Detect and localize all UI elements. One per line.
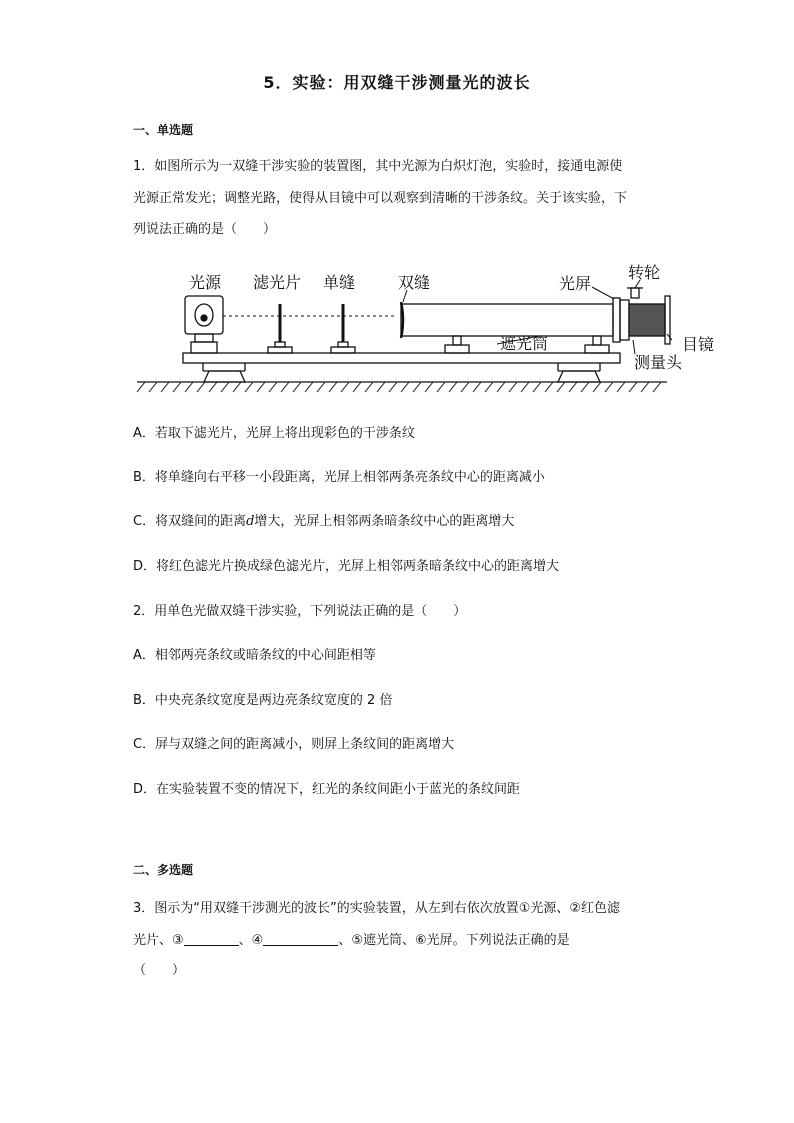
label-double-slit: 双缝 <box>398 273 431 292</box>
q3-stem-line2 <box>133 932 570 949</box>
label-single-slit: 单缝 <box>323 273 356 292</box>
q1-option-c <box>133 514 514 530</box>
q1-stem-line3: 列说法正确的是（ ） <box>133 222 277 237</box>
left-support-foot <box>204 371 245 382</box>
q3-blank-3[interactable] <box>184 932 239 946</box>
q2-option-c: C．屏与双缝之间的距离减小，则屏上条纹间的距离增大 <box>133 737 455 752</box>
q1-option-b: B．将单缝向右平移一小段距离，光屏上相邻两条亮条纹中心的距离减小 <box>133 470 545 485</box>
q3-line2-start: 光片、③ <box>133 933 184 948</box>
double-slit-apparatus-figure <box>135 258 715 398</box>
page-title: 5．实验：用双缝干涉测量光的波长 <box>263 73 531 92</box>
label-tube: 遮光筒 <box>500 334 549 353</box>
q2-option-b: B．中央亮条纹宽度是两边亮条纹宽度的 2 倍 <box>133 693 393 708</box>
q2-stem: 2．用单色光做双缝干涉实验，下列说法正确的是（ ） <box>133 604 467 619</box>
label-measuring-head: 测量头 <box>634 353 683 372</box>
single-slit-holder <box>331 304 355 353</box>
q3-line2-end: 、⑤遮光筒、⑥光屏。下列说法正确的是 <box>338 933 570 948</box>
light-source-lamp <box>185 296 223 353</box>
q1-option-c-post: 增大，光屏上相邻两条暗条纹中心的距离增大 <box>254 514 515 529</box>
measuring-head <box>613 288 670 344</box>
q1-option-d: D．将红色滤光片换成绿色滤光片，光屏上相邻两条暗条纹中心的距离增大 <box>133 559 560 574</box>
q2-option-d: D．在实验装置不变的情况下，红光的条纹间距小于蓝光的条纹间距 <box>133 782 521 797</box>
label-screen: 光屏 <box>559 274 592 293</box>
q3-stem-line3: （ ） <box>133 963 186 978</box>
ground-hatching <box>137 382 661 392</box>
q1-option-a: A．若取下滤光片，光屏上将出现彩色的干涉条纹 <box>133 426 415 441</box>
label-light-source: 光源 <box>189 273 222 292</box>
section-heading-multiple-choice: 二、多选题 <box>133 863 194 877</box>
q3-line2-separator: 、④ <box>238 933 264 948</box>
q1-stem-line2: 光源正常发光；调整光路，使得从目镜中可以观察到清晰的干涉条纹。关于该实验，下 <box>133 191 628 206</box>
q3-blank-4[interactable] <box>263 932 338 946</box>
q1-stem-line1: 1．如图所示为一双缝干涉实验的装置图，其中光源为白炽灯泡，实验时，接通电源使 <box>133 159 623 174</box>
filter-holder <box>268 304 292 353</box>
q3-stem-line1: 3．图示为“用双缝干涉测光的波长”的实验装置，从左到右依次放置①光源、②红色滤 <box>133 901 621 916</box>
section-heading-single-choice: 一、单选题 <box>133 123 194 137</box>
q1-option-c-pre: C．将双缝间的距离 <box>133 514 247 529</box>
label-eyepiece: 目镜 <box>682 335 715 354</box>
right-support-foot <box>558 371 600 382</box>
label-filter: 滤光片 <box>253 273 302 292</box>
q1-option-c-variable: d <box>246 514 255 529</box>
optical-bench-rail <box>183 353 620 363</box>
label-wheel: 转轮 <box>628 263 661 282</box>
q2-option-a: A．相邻两亮条纹或暗条纹的中心间距相等 <box>133 648 376 663</box>
